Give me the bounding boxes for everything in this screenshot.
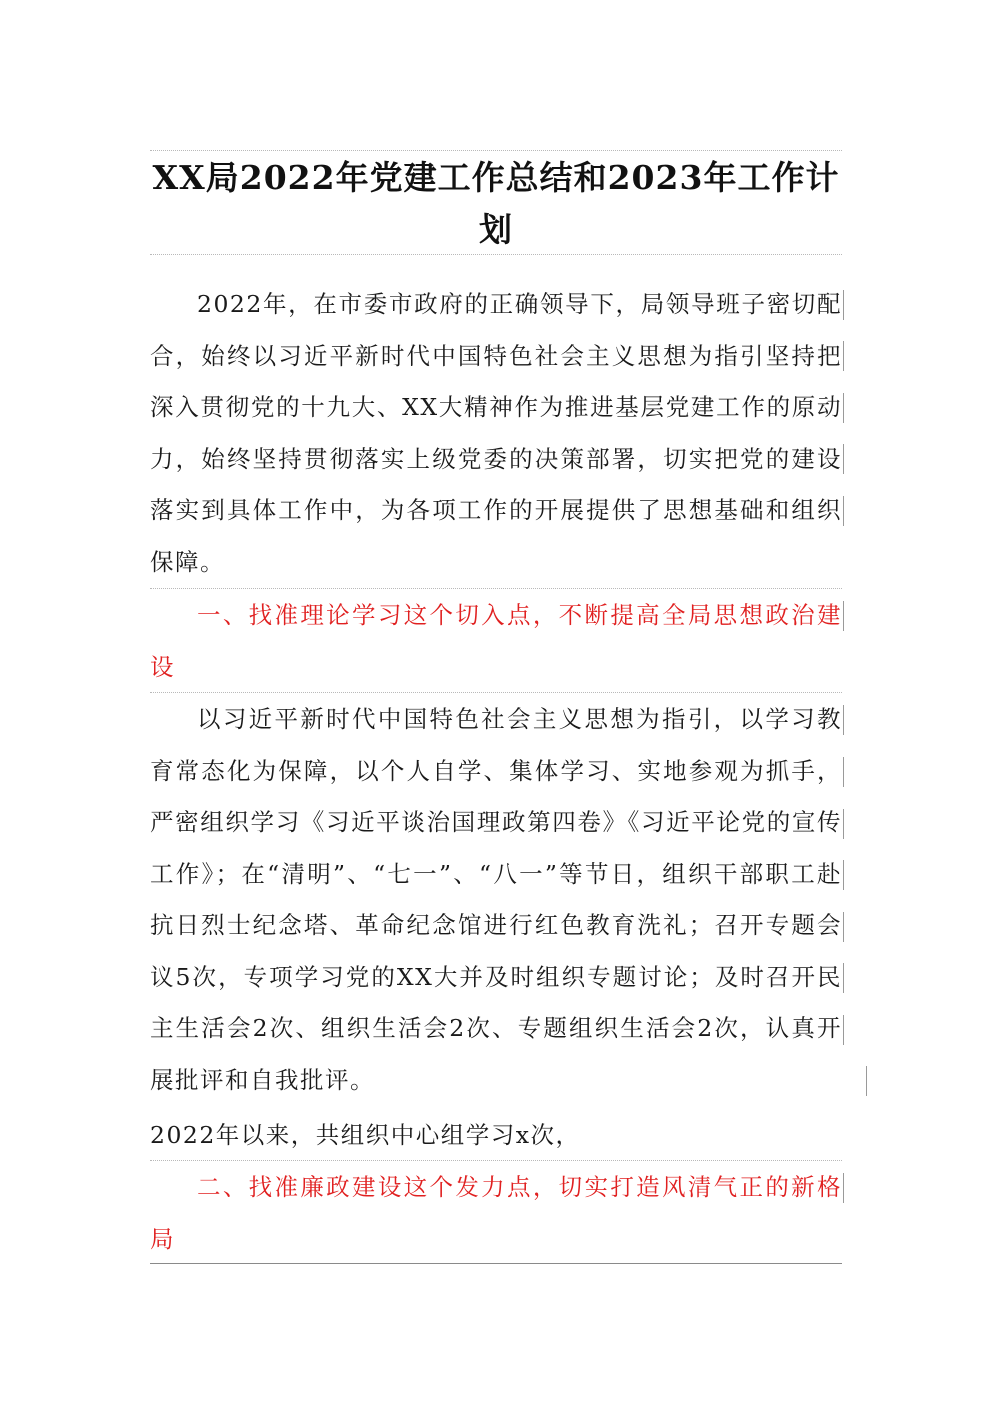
line-marker xyxy=(843,601,844,631)
section-1-heading-rule xyxy=(150,692,842,693)
line-marker xyxy=(843,963,844,993)
line-marker xyxy=(843,393,844,423)
section-1-body: 以习近平新时代中国特色社会主义思想为指引，以学习教育常态化为保障，以个人自学、集体学习、实地参观为抓手，严密组织学习《习近平谈治国理政第四卷》《习近平论党的宣传工作》；在“清明”、“七一”、“八一”等节日，组织干部职工赴抗日烈士纪念塔、革命纪念馆进行红色教育洗礼；召开专题会议5次，专项学习党的XX大并及时组织专题讨论；及时召开民主生活会2次、组织生活会2次、专题组织生活会2次，认真开展批评和自我批评。 xyxy=(150,705,842,1094)
line-marker xyxy=(843,705,844,735)
line-marker xyxy=(843,1173,844,1203)
top-rule xyxy=(150,150,842,151)
section-2-heading: 二、找准廉政建设这个发力点，切实打造风清气正的新格局 xyxy=(150,1173,842,1253)
section-1-tail: 2022年以来，共组织中心组学习x次， xyxy=(150,1121,581,1149)
intro-paragraph: 2022年，在市委市政府的正确领导下，局领导班子密切配合，始终以习近平新时代中国特色社会主义思想为指引坚持把深入贯彻党的十九大、XX大精神作为推进基层党建工作的原动力，始终坚持贯彻落实上级党委的决策部署，切实把党的建设落实到具体工作中，为各项工作的开展提供了思想基础和组织保障。 xyxy=(150,290,842,576)
document-title: XX局2022年党建工作总结和2023年工作计划 xyxy=(152,158,840,249)
line-marker xyxy=(843,496,844,526)
line-marker xyxy=(843,757,844,787)
line-marker xyxy=(843,1015,844,1045)
line-marker xyxy=(843,290,844,320)
line-marker xyxy=(843,444,844,474)
line-marker xyxy=(843,809,844,839)
line-marker xyxy=(866,1066,867,1096)
title-rule xyxy=(150,254,842,255)
intro-rule xyxy=(150,588,842,589)
section-1-heading: 一、找准理论学习这个切入点，不断提高全局思想政治建设 xyxy=(150,601,842,681)
bottom-rule xyxy=(150,1263,842,1264)
line-marker xyxy=(843,341,844,371)
section-1-rule xyxy=(150,1160,842,1161)
line-marker xyxy=(843,912,844,942)
line-marker xyxy=(843,860,844,890)
